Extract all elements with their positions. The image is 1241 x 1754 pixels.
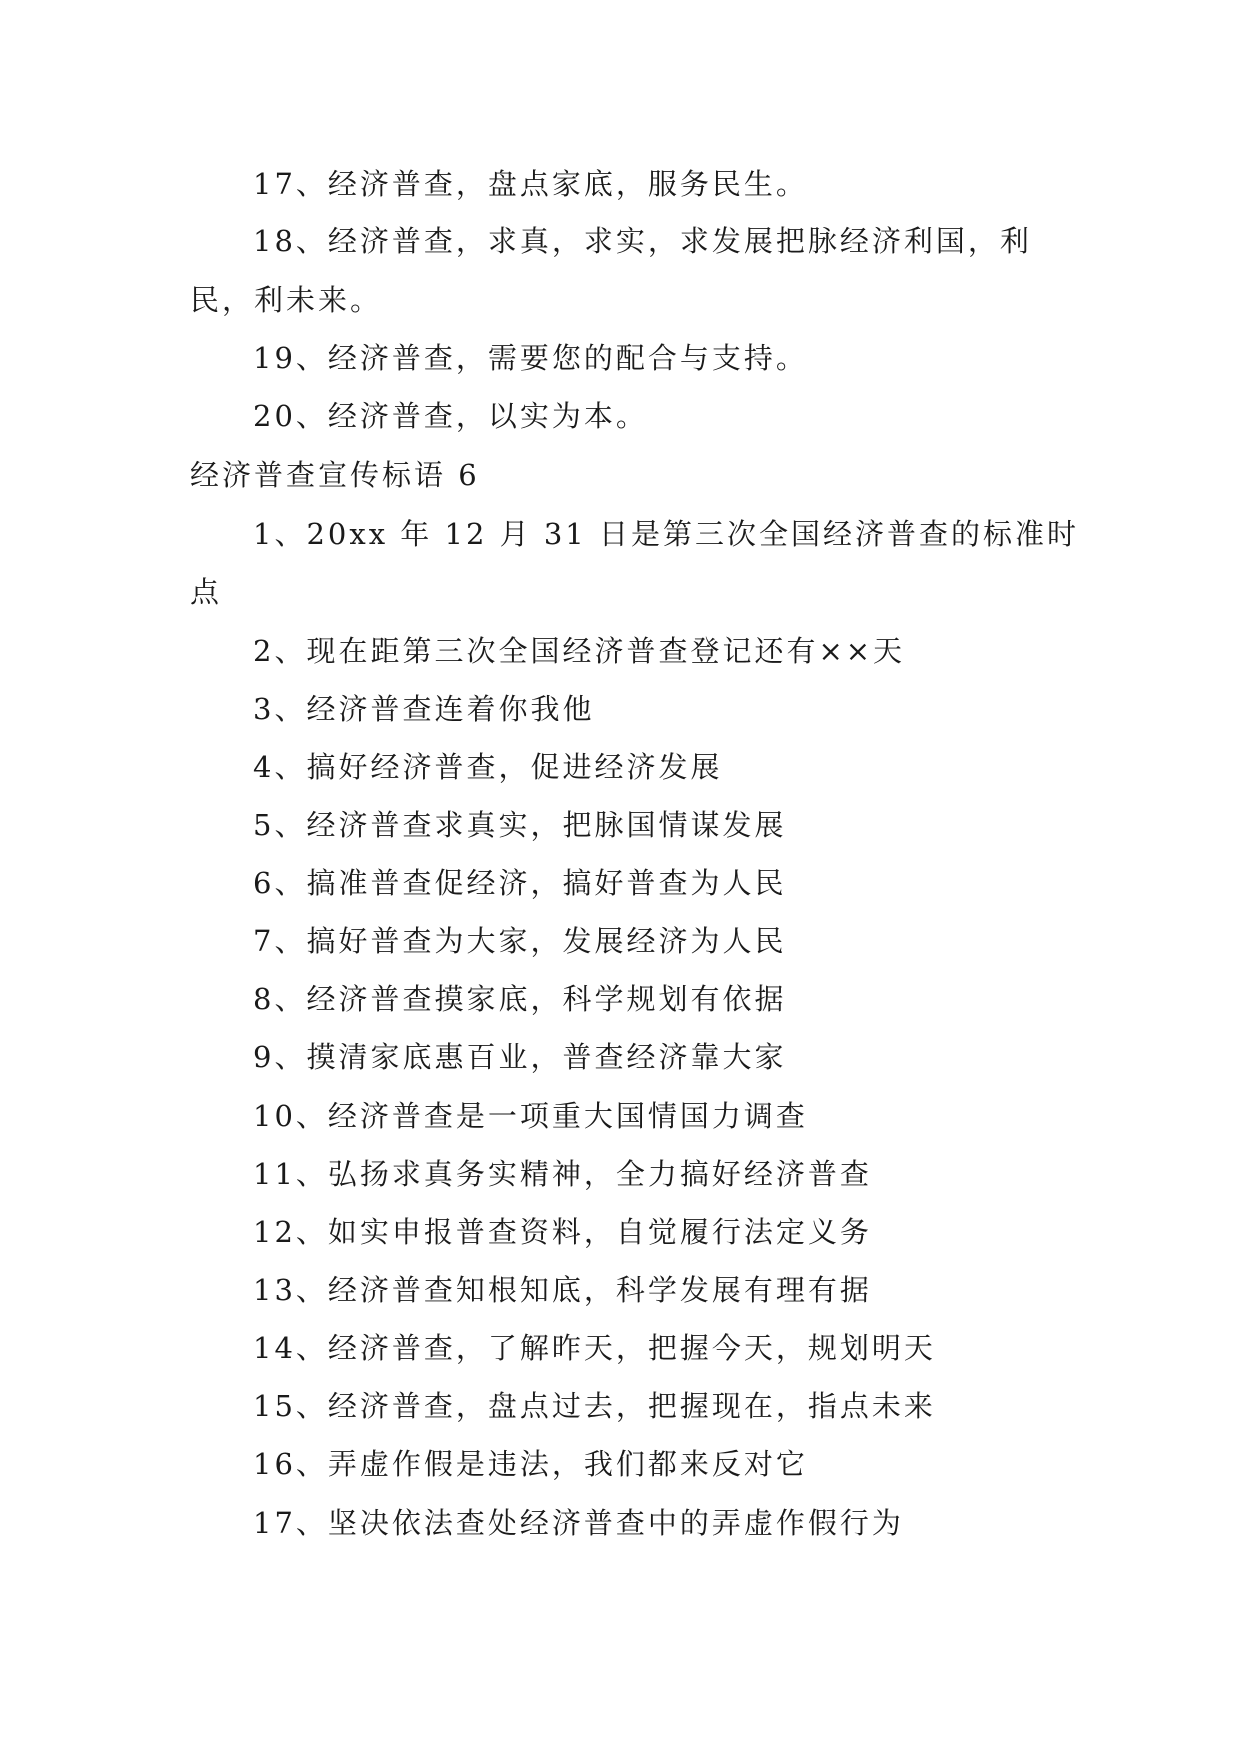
list-item: 16、弄虚作假是违法，我们都来反对它	[253, 1447, 808, 1481]
list-item: 8、经济普查摸家底，科学规划有依据	[253, 982, 787, 1016]
list-item: 19、经济普查，需要您的配合与支持。	[253, 341, 808, 375]
list-item: 14、经济普查，了解昨天，把握今天，规划明天	[253, 1331, 936, 1365]
list-item: 17、经济普查，盘点家底，服务民生。	[253, 167, 808, 201]
list-item: 3、经济普查连着你我他	[253, 692, 595, 726]
list-item: 12、如实申报普查资料，自觉履行法定义务	[253, 1215, 872, 1249]
list-item: 18、经济普查，求真，求实，求发展把脉经济利国，利	[253, 224, 1032, 258]
list-item: 11、弘扬求真务实精神，全力搞好经济普查	[253, 1157, 872, 1191]
list-item-continuation: 点	[190, 575, 223, 609]
list-item: 4、搞好经济普查，促进经济发展	[253, 750, 723, 784]
list-item: 5、经济普查求真实，把脉国情谋发展	[253, 808, 787, 842]
list-item: 17、坚决依法查处经济普查中的弄虚作假行为	[253, 1506, 904, 1540]
list-item: 6、搞准普查促经济，搞好普查为人民	[253, 866, 787, 900]
list-item: 10、经济普查是一项重大国情国力调查	[253, 1099, 808, 1133]
list-item: 2、现在距第三次全国经济普查登记还有××天	[253, 634, 906, 668]
list-item-continuation: 民，利未来。	[190, 283, 383, 317]
list-item: 7、搞好普查为大家，发展经济为人民	[253, 924, 787, 958]
list-item: 9、摸清家底惠百业，普查经济靠大家	[253, 1040, 787, 1074]
list-item: 15、经济普查，盘点过去，把握现在，指点未来	[253, 1389, 936, 1423]
list-item: 1、20xx 年 12 月 31 日是第三次全国经济普查的标准时	[253, 517, 1079, 551]
section-heading: 经济普查宣传标语 6	[190, 458, 480, 492]
list-item: 20、经济普查，以实为本。	[253, 399, 648, 433]
list-item: 13、经济普查知根知底，科学发展有理有据	[253, 1273, 872, 1307]
